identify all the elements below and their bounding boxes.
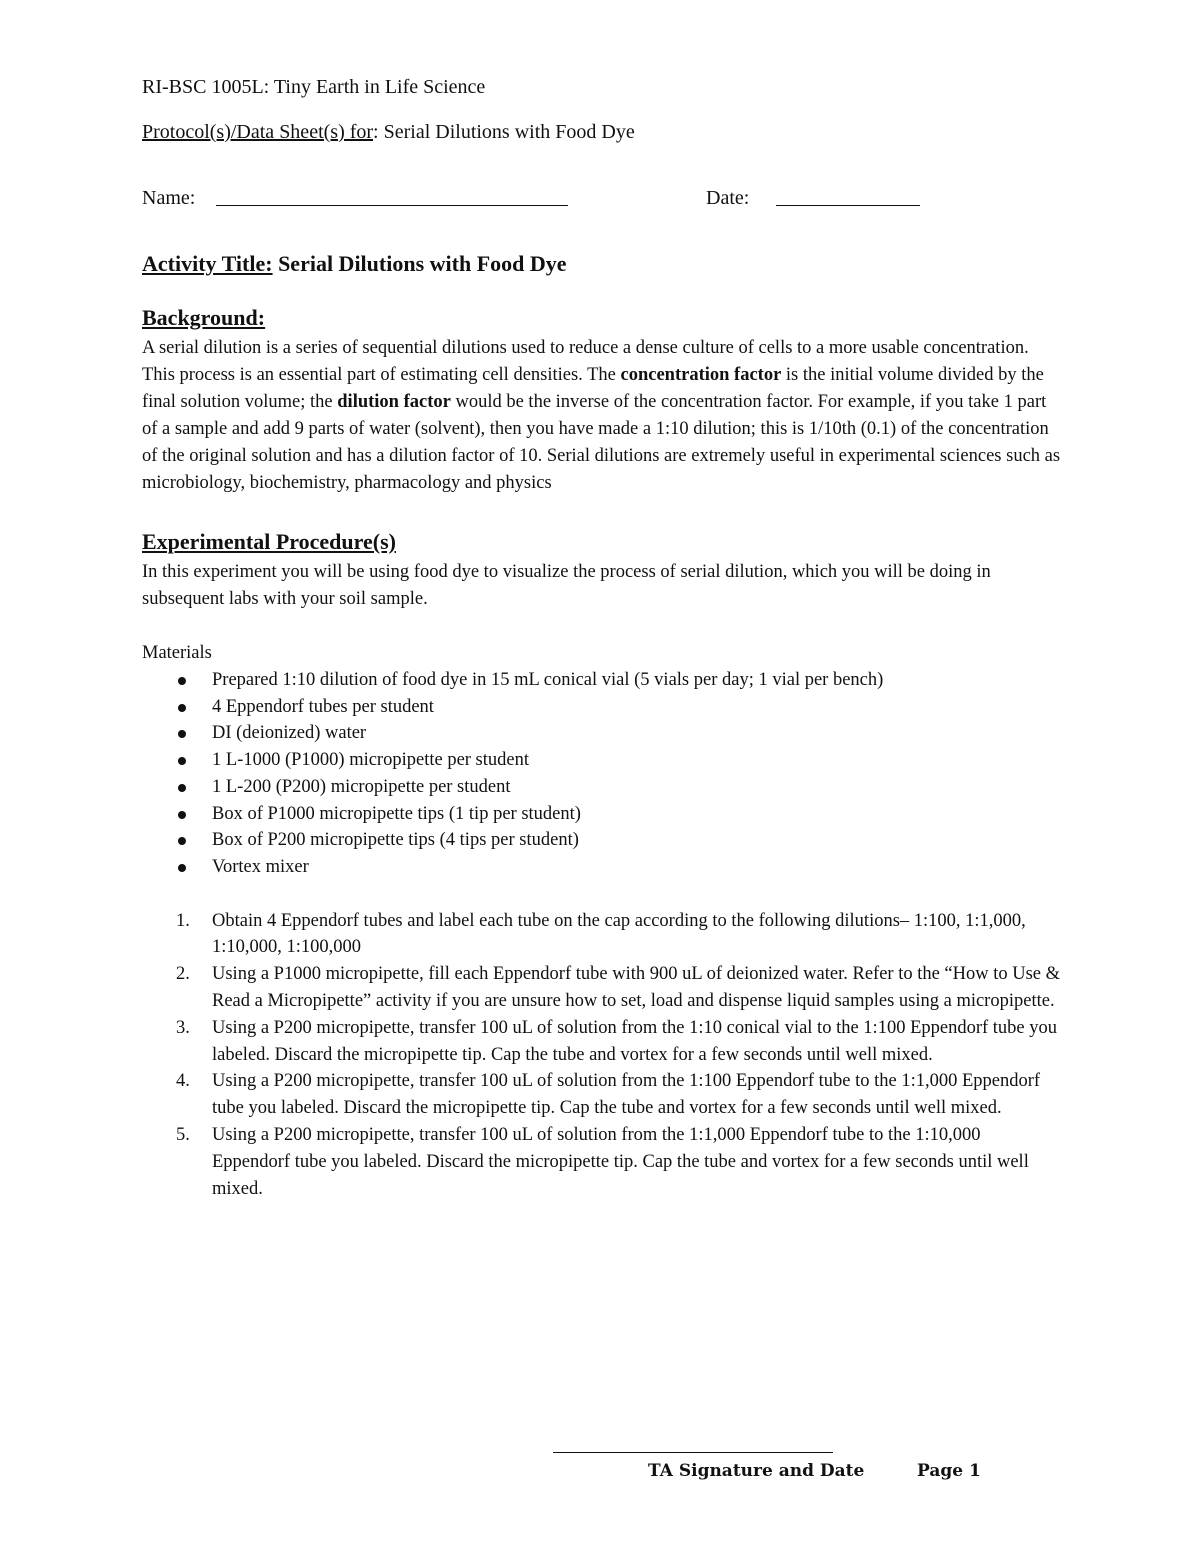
signature-line[interactable] [553,1452,833,1453]
signature-label: TA Signature and Date [648,1461,865,1481]
step-item [142,1068,1062,1122]
protocol-label: Protocol(s)/Data Sheet(s) for [142,121,374,143]
background-paragraph [142,335,1062,497]
step-text: Using a P200 micropipette, transfer 100 uL of solution from the 1:10 conical vial to the 1:100 Eppendorf tube you labeled. Discard the micropipette tip. Cap the tube and vortex for a few seconds until well mixed. [212,1017,1058,1065]
background-text-2: is the initial volume divided by the final solution volume; the [142,365,1044,412]
protocol-colon: : [373,121,379,143]
list-item [142,801,1062,828]
bullet-icon [178,677,186,685]
step-number: 3. [176,1017,190,1038]
step-text: Using a P200 micropipette, transfer 100 uL of solution from the 1:1,000 Eppendorf tube to the 1:10,000 Eppendorf tube you labeled. Discard the micropipette tip. Cap the tube and vortex for a few seconds until well mixed. [212,1125,1029,1199]
materials-list [142,667,1062,881]
background-text-1: A serial dilution is a series of sequential dilutions used to reduce a dense culture of cells to a more usable concentration. This process is an essential part of estimating cell densities. The [142,338,1029,385]
step-number: 5. [176,1125,190,1145]
step-text: Using a P1000 micropipette, fill each Eppendorf tube with 900 uL of deionized water. Refer to the “How to Use & Read a Micropipette” activity if you are unsure how to set, load and dispense liquid samples using a micropipette. [212,964,1061,1012]
step-item [142,1015,1062,1069]
document-page [142,70,1062,1202]
step-number: 4. [176,1071,190,1092]
date-label: Date: [706,187,750,209]
date-blank-line[interactable] [776,205,920,206]
bullet-icon [178,757,186,765]
material-text: 1 L-1000 (P1000) micropipette per student [212,750,530,771]
material-text: Vortex mixer [212,856,309,877]
step-item [142,1122,1062,1202]
background-text-3: would be the inverse of the concentration factor. For example, if you take 1 part of a sample and add 9 parts of water (solvent), then you have made a 1:10 dilution; this is 1/10th (0.1) of the concentration of the original solution and has a dilution factor of 10. Serial dilutions are extremely useful in experimental sciences such as microbiology, biochemistry, pharmacology and physics [142,392,1061,493]
list-item [142,694,1062,721]
material-text: Box of P1000 micropipette tips (1 tip per student) [212,803,581,824]
step-number: 1. [176,910,190,931]
experimental-heading: Experimental Procedure(s) [142,529,396,554]
material-text: Box of P200 micropipette tips (4 tips per student) [212,830,579,851]
course-title: RI-BSC 1005L: Tiny Earth in Life Science [142,76,486,98]
term-dilution-factor: dilution factor [337,392,451,412]
list-item [142,747,1062,774]
step-number: 2. [176,964,190,985]
step-item [142,908,1062,962]
background-heading: Background: [142,305,266,330]
list-item [142,827,1062,854]
name-date-row [142,183,1062,213]
bullet-icon [178,784,186,792]
list-item [142,720,1062,747]
step-text: Obtain 4 Eppendorf tubes and label each tube on the cap according to the following dilutions– 1:100, 1:1,000, 1:10,000, 1:100,000 [212,910,1026,958]
page-number: Page 1 [917,1461,981,1481]
name-label: Name: [142,187,196,209]
activity-name: Serial Dilutions with Food Dye [272,251,567,276]
bullet-icon [178,730,186,738]
protocol-line [142,117,1062,147]
experimental-intro: In this experiment you will be using food dye to visualize the process of serial dilution, which you will be doing in subsequent labs with your soil sample. [142,562,991,609]
list-item [142,667,1062,694]
activity-title [142,247,1062,281]
term-concentration-factor: concentration factor [620,365,782,385]
step-text: Using a P200 micropipette, transfer 100 uL of solution from the 1:100 Eppendorf tube to the 1:1,000 Eppendorf tube you labeled. Discard the micropipette tip. Cap the tube and vortex for a few seconds until well mixed. [212,1071,1041,1119]
bullet-icon [178,811,186,819]
list-item [142,774,1062,801]
list-item [142,854,1062,881]
activity-label: Activity Title: [142,251,273,276]
material-text: 4 Eppendorf tubes per student [212,696,434,717]
step-item [142,961,1062,1015]
material-text: DI (deionized) water [212,723,367,744]
material-text: Prepared 1:10 dilution of food dye in 15 mL conical vial (5 vials per day; 1 vial per bench) [212,670,884,690]
procedure-steps [142,908,1062,1203]
name-blank-line[interactable] [216,205,568,206]
bullet-icon [178,864,186,872]
materials-label: Materials [142,643,212,663]
bullet-icon [178,837,186,845]
material-text: 1 L-200 (P200) micropipette per student [212,776,511,797]
protocol-title: Serial Dilutions with Food Dye [378,121,635,143]
bullet-icon [178,704,186,712]
